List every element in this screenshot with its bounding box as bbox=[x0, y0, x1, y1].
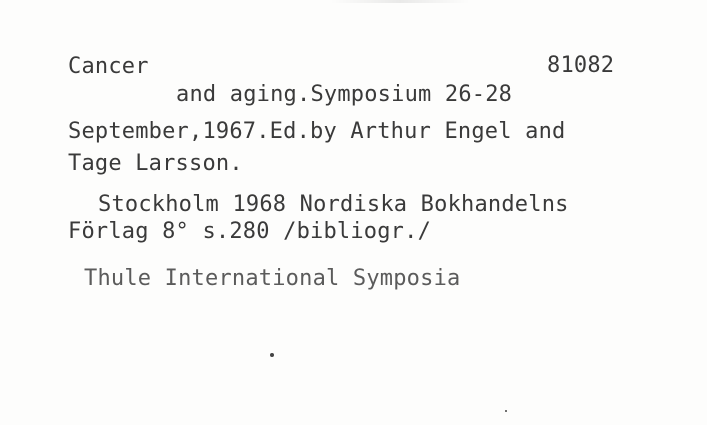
ink-speck bbox=[270, 353, 274, 357]
series-note: Thule International Symposia bbox=[84, 266, 461, 291]
title-line-3: Tage Larsson. bbox=[68, 151, 243, 176]
title-line-1: and aging.Symposium 26-28 bbox=[176, 82, 513, 107]
subject-heading: Cancer bbox=[68, 54, 149, 79]
ink-speck bbox=[505, 410, 507, 412]
title-line-2: September,1967.Ed.by Arthur Engel and bbox=[68, 119, 566, 144]
imprint-line-1: Stockholm 1968 Nordiska Bokhandelns bbox=[98, 192, 569, 217]
accession-number: 81082 bbox=[547, 53, 615, 78]
imprint-line-2: Förlag 8° s.280 /bibliogr./ bbox=[68, 219, 432, 244]
card-edge-shadow bbox=[330, 0, 470, 3]
